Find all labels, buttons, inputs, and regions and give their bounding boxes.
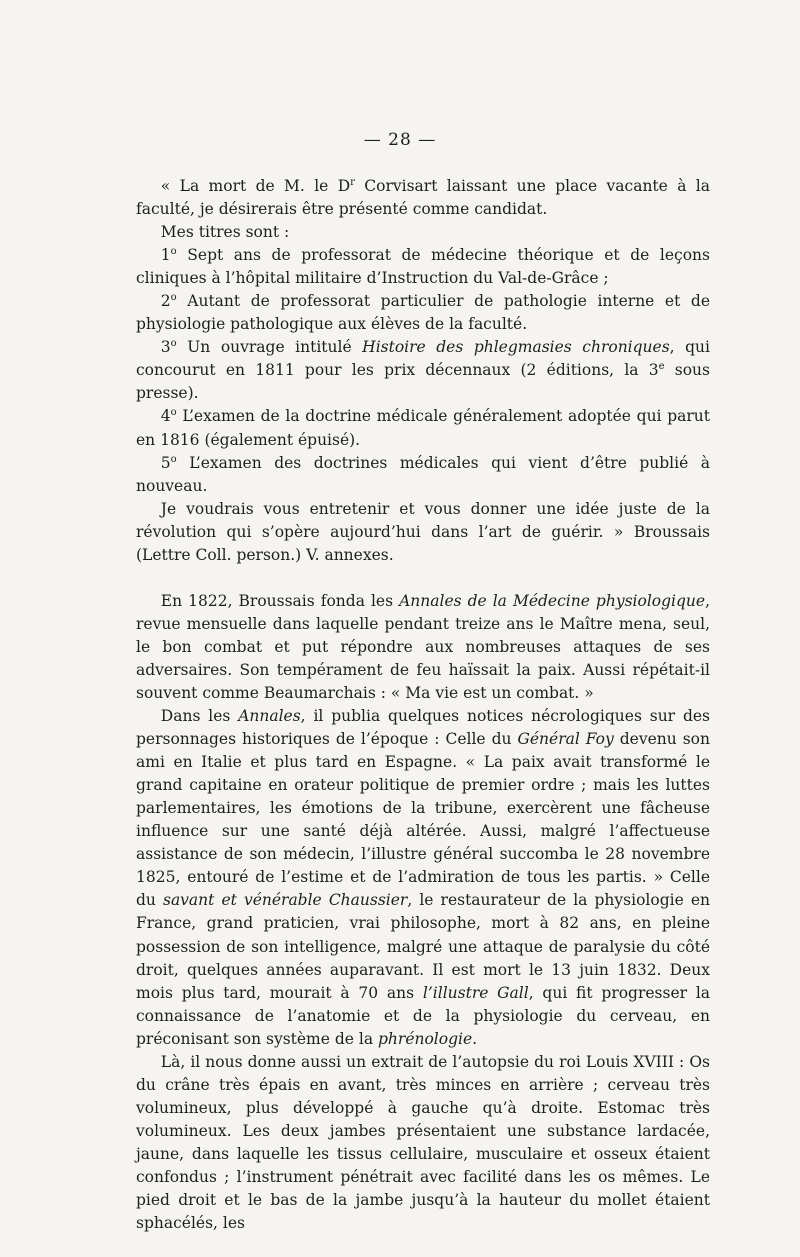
superscript: o xyxy=(170,453,177,465)
paragraph: Mes titres sont : xyxy=(160,223,290,242)
page-number: — 28 — xyxy=(363,130,437,150)
italic-text: Histoire des phlegmasies chroniques xyxy=(362,338,670,357)
superscript: o xyxy=(170,292,177,304)
paragraph: 2$^o$ Autant de professorat particulier de pathologie interne et de physiologie pathologique aux élèves de la faculté. xyxy=(136,292,710,334)
paragraph: Dans les Annales, il publia quelques notices nécrologiques sur des personnages historiques de l’époque : Celle du Général Foy devenu son ami en Italie et plus tard en Espagne. « La paix avait transformé le grand capitaine en orateur politique de premier ordre ; mais les luttes parlementaires, les émotions de la tribune, exercèrent une fâcheuse influence sur une santé déjà altérée. Aussi, malgré l’affectueuse assistance de son médecin, l’illustre général succomba le 28 novembre 1825, entouré de l’estime et de l’admiration de tous les partis. » Celle du savant et vénérable Chaussier, le restaurateur de la physiologie en France, grand praticien, vrai philosophe, mort à 82 ans, en pleine possession de son intelligence, malgré une attaque de paralysie du côté droit, quelques années auparavant. Il est mort le 13 juin 1832. Deux mois plus tard, mourait à 70 ans l’illustre Gall, qui fit progresser la connaissance de l’anatomie et de la physiologie du cerveau, en préconisant son système de la phrénologie. xyxy=(136,707,711,1048)
italic-text: Annales xyxy=(238,707,301,726)
paragraph: Je voudrais vous entretenir et vous donner une idée juste de la révolution qui s’opère aujourd’hui dans l’art de guérir. » Broussais (Lettre Coll. person.) V. annexes. xyxy=(136,499,710,564)
paragraph: « La mort de M. le $D^r$ Corvisart laissant une place vacante à la faculté, je désirerais être présenté comme candidat. xyxy=(136,176,711,219)
paragraph: 5$^o$ L’examen des doctrines médicales qui vient d’être publié à nouveau. xyxy=(136,453,710,495)
italic-text: Général Foy xyxy=(517,730,614,749)
italic-text: savant et vénérable Chaussier xyxy=(162,891,408,910)
paragraph: Là, il nous donne aussi un extrait de l’autopsie du roi Louis XVIII : Os du crâne très épais en avant, très minces en arrière ; cerveau très volumineux, plus développé à gauche qu’à droite. Estomac très volumineux. Les deux jambes présentaient une substance lardacée, jaune, dans laquelle les tissus cellulaire, musculaire et osseux étaient confondus ; l’instrument pénétrait avec facilité dans les os mêmes. Le pied droit et le bas de la jambe jusqu’à la hauteur du mollet étaient sphacélés, les xyxy=(136,1052,710,1233)
superscript: e xyxy=(658,361,665,373)
superscript: o xyxy=(170,407,177,419)
paragraph: 4$^o$ L’examen de la doctrine médicale généralement adoptée qui parut en 1816 (également épuisé). xyxy=(136,407,710,449)
paragraph: 3$^o$ Un ouvrage intitulé Histoire des phlegmasies chroniques, qui concourut en 1811 pour les prix décennaux (2 éditions, la 3e sous presse). xyxy=(136,338,710,403)
paragraph: 1$^o$ Sept ans de professorat de médecine théorique et de leçons cliniques à l’hôpital militaire d’Instruction du Val-de-Grâce ; xyxy=(136,245,710,288)
italic-text: Annales de la Médecine physiologique xyxy=(399,591,706,610)
paragraph: En 1822, Broussais fonda les Annales de la Médecine physiologique, revue mensuelle dans laquelle pendant treize ans le Maître mena, seul, le bon combat et put répondre aux nombreuses attaques de ses adversaires. Son tempérament de feu haïssait la paix. Aussi répétait-il souvent comme Beaumarchais : « Ma vie est un combat. » xyxy=(136,591,711,702)
superscript: o xyxy=(170,338,177,350)
superscript: r xyxy=(350,176,355,188)
superscript: o xyxy=(170,245,177,257)
body-text xyxy=(136,175,710,1235)
italic-text: phrénologie xyxy=(378,1029,473,1048)
italic-text: l’illustre Gall xyxy=(422,983,529,1002)
